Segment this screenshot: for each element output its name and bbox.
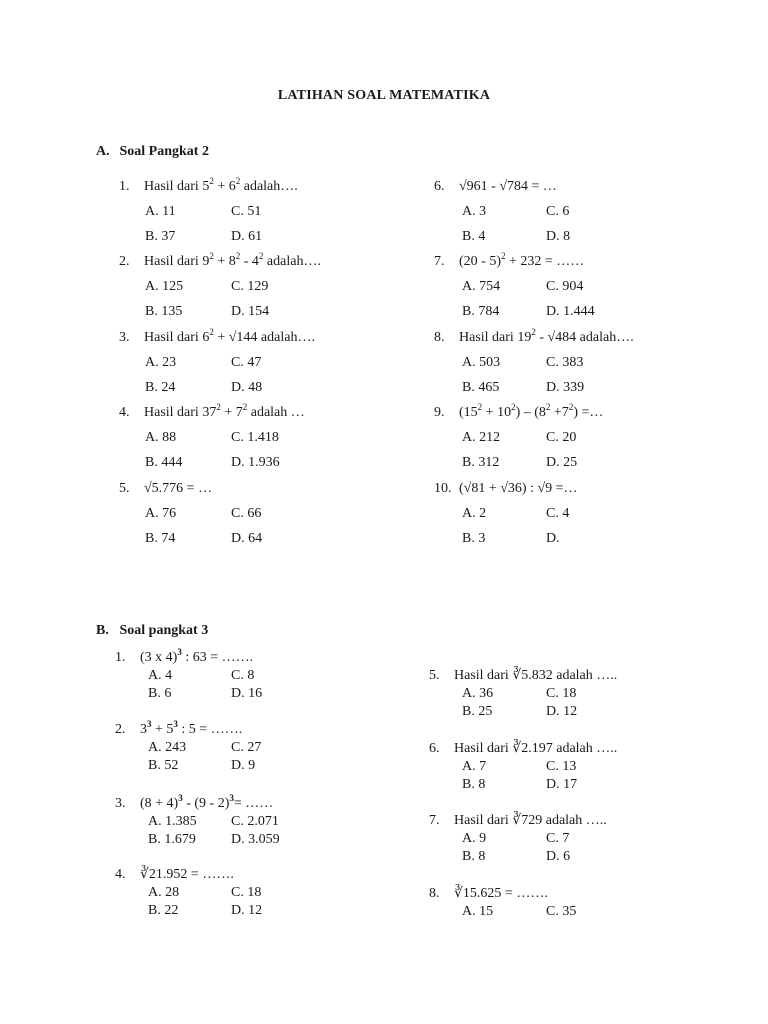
question-text: $3^3 + 5^3$ : 5 = …….	[140, 719, 243, 737]
answer-option: D. 1.444	[546, 304, 595, 319]
answer-option: B. 24	[145, 380, 176, 395]
answer-option: C. 7	[546, 831, 570, 846]
answer-option: C. 6	[546, 204, 570, 219]
answer-option: B. 74	[145, 531, 176, 546]
answer-option: A. 2	[462, 506, 487, 521]
answer-option: A. 243	[148, 740, 187, 755]
question-number: 4.	[119, 405, 130, 420]
answer-option: C. 1.418	[231, 430, 279, 445]
question-text: ∛15.625 = …….	[454, 886, 548, 901]
answer-option: A. 9	[462, 831, 487, 846]
answer-option: C. 383	[546, 355, 584, 370]
question-text: √961 - √784 = …	[459, 179, 557, 194]
answer-option: B. 465	[462, 380, 500, 395]
answer-option: A. 4	[148, 668, 173, 683]
answer-option: B. 3	[462, 531, 486, 546]
question-text: (√81 + √36) : √9 =…	[459, 481, 578, 496]
question-text: $(15^2 + 10^2) - (8^2 +7^2)$ =…	[459, 402, 604, 420]
answer-option: B. 6	[148, 686, 172, 701]
answer-option: D. 64	[231, 531, 263, 546]
answer-option: D. 339	[546, 380, 585, 395]
question-number: 6.	[434, 179, 445, 194]
answer-option: A. 3	[462, 204, 487, 219]
answer-option: B. 8	[462, 777, 486, 792]
question-number: 3.	[119, 330, 130, 345]
question-number: 1.	[115, 650, 126, 665]
answer-option: A. 1.385	[148, 814, 197, 829]
answer-option: D. 25	[546, 455, 578, 470]
answer-option: C. 4	[546, 506, 570, 521]
question-number: 5.	[429, 668, 440, 683]
question-number: 3.	[115, 796, 126, 811]
question-text: (20 - 5)$^2$ + 232 = ……	[459, 251, 585, 269]
answer-option: C. 904	[546, 279, 584, 294]
question-text: Hasil dari $9^2 + 8^2 - 4^2$ adalah….	[144, 251, 321, 269]
answer-option: C. 27	[231, 740, 262, 755]
answer-option: C. 47	[231, 355, 262, 370]
answer-option: C. 18	[546, 686, 577, 701]
answer-option: D. 154	[231, 304, 270, 319]
answer-option: D. 12	[231, 903, 263, 918]
answer-option: C. 51	[231, 204, 262, 219]
answer-option: C. 2.071	[231, 814, 279, 829]
answer-option: C. 66	[231, 506, 262, 521]
section-b-letter: B.	[96, 623, 109, 638]
section-b-heading	[96, 623, 208, 639]
question-number: 1.	[119, 179, 130, 194]
question-number: 6.	[429, 741, 440, 756]
answer-option: D. 48	[231, 380, 263, 395]
answer-option: D. 12	[546, 704, 578, 719]
answer-option: A. 36	[462, 686, 494, 701]
question-text: ∛21.952 = …….	[140, 867, 234, 882]
question-number: 4.	[115, 867, 126, 882]
answer-option: A. 11	[145, 204, 176, 219]
answer-option: D. 17	[546, 777, 578, 792]
question-number: 2.	[119, 254, 130, 269]
question-number: 10.	[434, 481, 452, 496]
page-title: LATIHAN SOAL MATEMATIKA	[277, 88, 491, 103]
answer-option: D.	[546, 531, 560, 546]
answer-option: A. 28	[148, 885, 180, 900]
question-text: (3 x 4)$^3$ : 63 = …….	[140, 647, 254, 665]
answer-option: A. 15	[462, 904, 494, 919]
section-a-label: Soal Pangkat 2	[119, 144, 209, 159]
question-text: Hasil dari ∛729 adalah …..	[454, 813, 607, 828]
question-number: 7.	[434, 254, 445, 269]
question-text: Hasil dari $37^2 + 7^2$ adalah …	[144, 402, 305, 420]
question-text: $(8 + 4)^3 - (9 - 2)^3=$ ……	[140, 793, 274, 811]
answer-option: D. 3.059	[231, 832, 280, 847]
answer-option: A. 76	[145, 506, 177, 521]
answer-option: D. 16	[231, 686, 263, 701]
answer-option: B. 4	[462, 229, 486, 244]
answer-option: A. 23	[145, 355, 177, 370]
question-text: Hasil dari $6^2 + √144$ adalah….	[144, 327, 315, 345]
answer-option: D. 61	[231, 229, 263, 244]
answer-option: D. 1.936	[231, 455, 280, 470]
answer-option: A. 7	[462, 759, 487, 774]
answer-option: B. 135	[145, 304, 183, 319]
answer-option: A. 503	[462, 355, 501, 370]
answer-option: A. 754	[462, 279, 501, 294]
answer-option: C. 8	[231, 668, 255, 683]
answer-option: B. 8	[462, 849, 486, 864]
answer-option: B. 1.679	[148, 832, 196, 847]
answer-option: A. 212	[462, 430, 501, 445]
answer-option: B. 312	[462, 455, 500, 470]
answer-option: C. 20	[546, 430, 577, 445]
answer-option: B. 444	[145, 455, 183, 470]
question-number: 2.	[115, 722, 126, 737]
answer-option: B. 22	[148, 903, 179, 918]
answer-option: D. 6	[546, 849, 571, 864]
answer-option: B. 25	[462, 704, 493, 719]
question-number: 9.	[434, 405, 445, 420]
question-text: √5.776 = …	[144, 481, 213, 496]
answer-option: C. 129	[231, 279, 269, 294]
question-number: 7.	[429, 813, 440, 828]
answer-option: C. 18	[231, 885, 262, 900]
section-b-label: Soal pangkat 3	[119, 623, 209, 638]
answer-option: C. 13	[546, 759, 577, 774]
answer-option: D. 9	[231, 758, 256, 773]
answer-option: A. 88	[145, 430, 177, 445]
question-number: 5.	[119, 481, 130, 496]
answer-option: B. 37	[145, 229, 176, 244]
section-a-letter: A.	[96, 144, 110, 159]
question-text: Hasil dari $5^2 + 6^2$ adalah….	[144, 176, 298, 194]
answer-option: B. 52	[148, 758, 179, 773]
section-a-heading	[96, 144, 209, 160]
question-text: Hasil dari ∛5.832 adalah …..	[454, 668, 618, 683]
answer-option: C. 35	[546, 904, 577, 919]
question-number: 8.	[434, 330, 445, 345]
question-text: Hasil dari ∛2.197 adalah …..	[454, 741, 618, 756]
answer-option: D. 8	[546, 229, 571, 244]
answer-option: B. 784	[462, 304, 500, 319]
question-text: Hasil dari $19^2 - √484$ adalah….	[459, 327, 634, 345]
answer-option: A. 125	[145, 279, 184, 294]
question-number: 8.	[429, 886, 440, 901]
